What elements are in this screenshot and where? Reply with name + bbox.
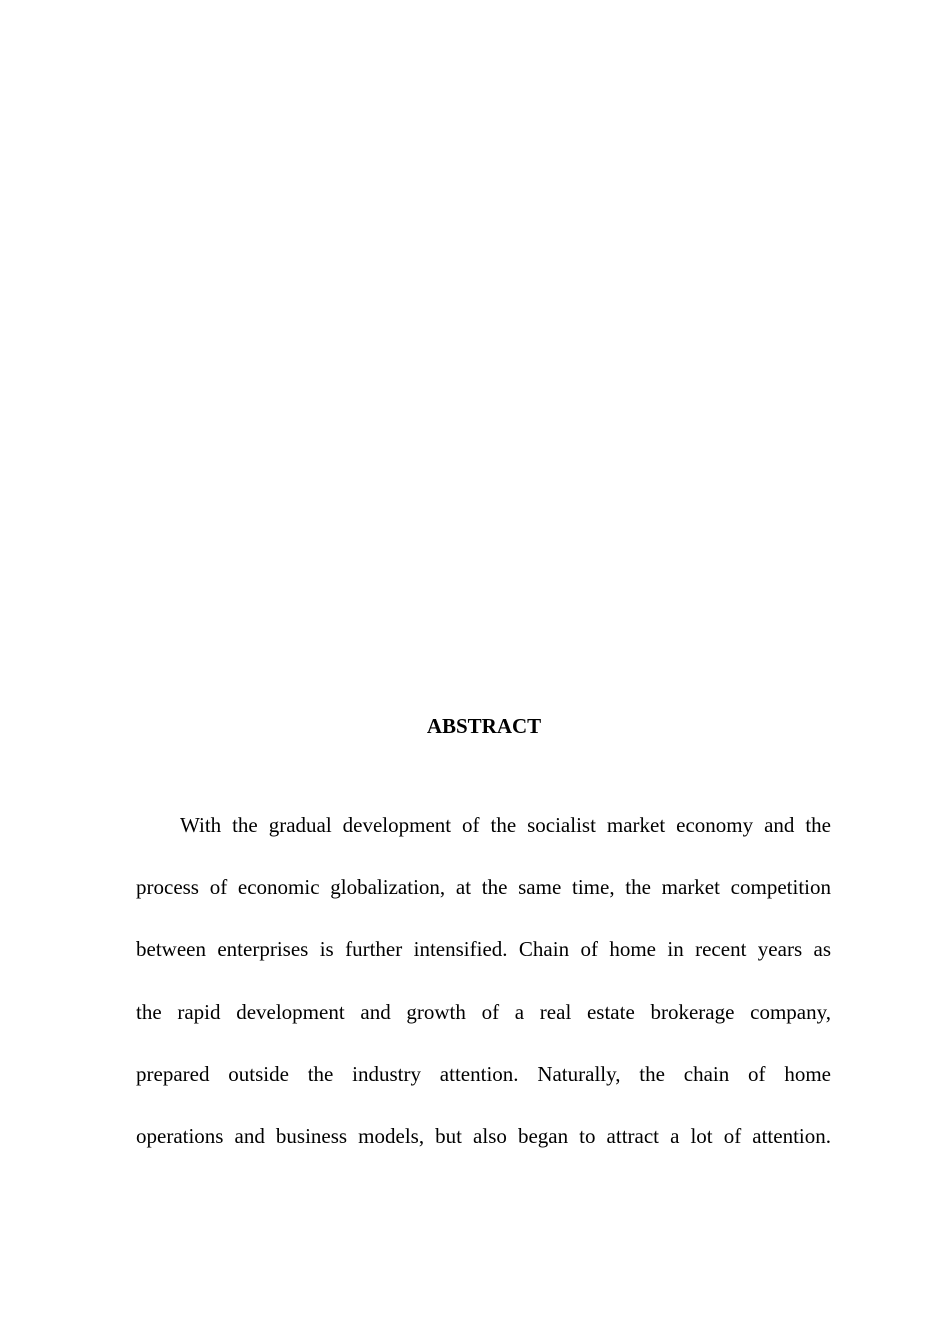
body-line: process of economic globalization, at the same time, the market competition: [136, 875, 831, 900]
body-line: operations and business models, but also began to attract a lot of attention.: [136, 1123, 831, 1148]
abstract-title: ABSTRACT: [426, 714, 542, 738]
abstract-body: [136, 810, 831, 1183]
body-line: With the gradual development of the socialist market economy and the: [180, 813, 831, 837]
body-line: prepared outside the industry attention. Naturally, the chain of home: [136, 1061, 831, 1086]
body-line: the rapid development and growth of a real estate brokerage company,: [136, 999, 831, 1024]
body-line: between enterprises is further intensified. Chain of home in recent years as: [136, 937, 831, 962]
